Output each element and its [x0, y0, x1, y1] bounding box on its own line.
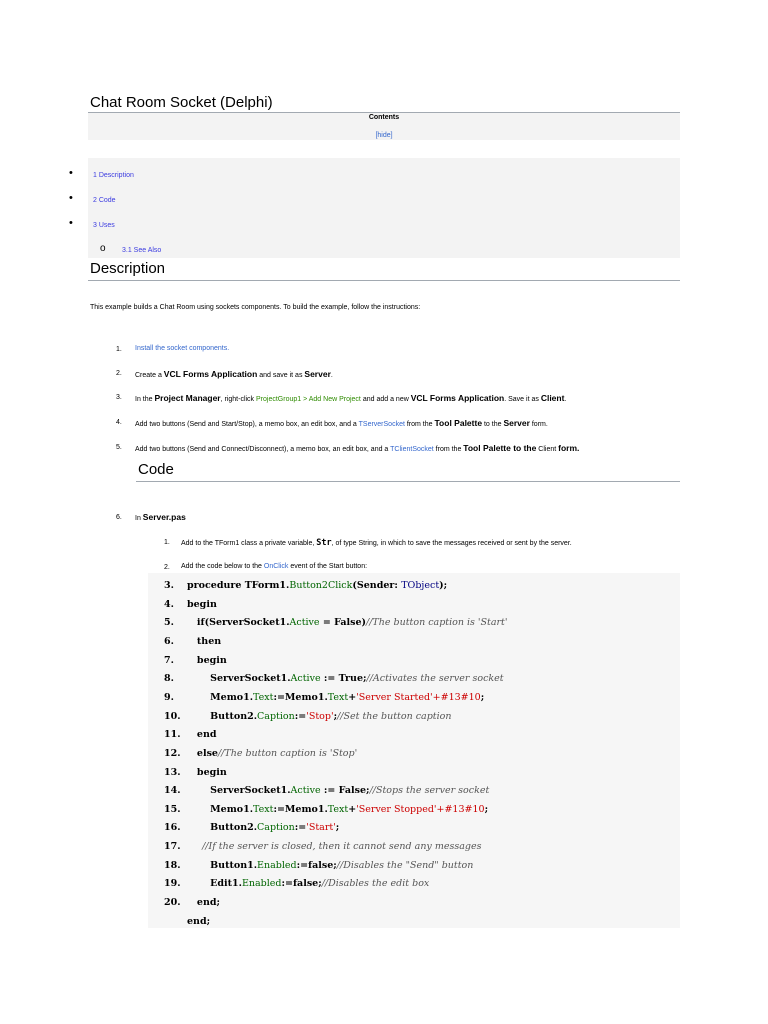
inline-text: form.: [558, 443, 580, 453]
code-token: begin: [187, 654, 227, 666]
toc-heading: Contents: [368, 114, 400, 121]
inline-text: Add two buttons (Send and Connect/Disconnect), a memo box, an edit box, and a: [135, 446, 391, 453]
inline-text: Add to the TForm1 class a private variable,: [181, 540, 317, 547]
code-line: [187, 860, 473, 871]
inline-text: Client: [540, 393, 565, 403]
code-token: //The button caption is 'Stop': [217, 747, 358, 759]
code-token: :=Memo1.: [273, 691, 328, 703]
code-line: [187, 636, 221, 647]
code-token: //Stops the server socket: [369, 785, 490, 797]
inline-text: form.: [529, 421, 548, 428]
code-token: );: [439, 580, 448, 591]
code-token: +: [348, 803, 357, 815]
code-token: Memo1.: [187, 691, 254, 703]
code-token: Text: [327, 803, 349, 815]
inline-text: .: [330, 372, 333, 379]
code-line-number: 5.: [164, 617, 174, 629]
code-line: [187, 729, 217, 740]
inline-text: , of type String, in which to save the messages received or sent by the server.: [331, 540, 572, 547]
code-token: Caption: [257, 822, 295, 834]
code-line-number: 12.: [164, 747, 181, 759]
code-line: [187, 897, 220, 908]
step-number: 1.: [116, 346, 122, 353]
substep-text: [181, 563, 367, 570]
code-line-number: 4.: [164, 598, 174, 610]
code-token: Button1.: [187, 859, 258, 871]
code-token: //Disables the edit box: [321, 878, 430, 890]
code-token: //Disables the "Send" button: [336, 859, 474, 871]
toc-item-description[interactable]: 1 Description: [93, 172, 134, 179]
code-token: TForm1.: [244, 580, 290, 591]
code-line: [187, 748, 357, 759]
code-token: Edit1.: [187, 878, 242, 890]
code-line-number: 6.: [164, 635, 174, 647]
code-line-number: 20.: [164, 897, 181, 909]
code-token: then: [187, 635, 222, 647]
code-line-number: 16.: [164, 822, 181, 834]
code-token: =: [319, 617, 335, 629]
code-heading: Code: [138, 461, 174, 478]
code-line-number: 8.: [164, 673, 174, 685]
code-line-number: 14.: [164, 785, 181, 797]
bullet-icon: •: [69, 167, 73, 179]
step-text: [135, 418, 548, 428]
code-token: Active: [290, 785, 321, 797]
code-token: //Set the button caption: [337, 710, 452, 722]
code-token: Button2Click: [289, 580, 353, 591]
description-intro: This example builds a Chat Room using sockets components. To build the example, follow the instructions:: [90, 304, 421, 311]
inline-link[interactable]: TClientSocket: [390, 446, 434, 453]
code-token: :=: [294, 710, 307, 722]
description-heading: Description: [90, 260, 166, 277]
code-token: Button2.: [187, 710, 258, 722]
code-token: ServerSocket1.: [187, 785, 291, 797]
code-token: else: [187, 747, 218, 759]
code-token: Text: [253, 803, 274, 815]
code-line: [187, 580, 447, 591]
inline-text: from the: [404, 421, 435, 428]
description-divider: [88, 280, 680, 281]
code-token: end;: [187, 915, 211, 927]
code-line: [187, 617, 508, 628]
code-token: False;: [338, 785, 370, 797]
code-line: [187, 655, 227, 666]
inline-text: Add two buttons (Send and Start/Stop), a memo box, an edit box, and a: [135, 421, 359, 428]
toc-item-see-also[interactable]: 3.1 See Also: [122, 247, 162, 254]
inline-text: Create a: [135, 372, 164, 379]
inline-text: VCL Forms Application: [163, 369, 258, 379]
code-line-number: 13.: [164, 766, 181, 778]
inline-text: and add a new: [360, 396, 411, 403]
code-token: 'Server Started'+#13#10: [356, 691, 481, 703]
inline-text: from the: [433, 446, 464, 453]
code-line: [187, 692, 484, 703]
inline-link[interactable]: Install the socket components.: [135, 345, 230, 352]
substep-number: 2.: [164, 564, 170, 571]
code-line: [187, 767, 227, 778]
code-divider: [136, 481, 680, 482]
inline-text: and save it as: [257, 372, 305, 379]
step-text: [135, 393, 566, 403]
code-token: False): [334, 617, 367, 629]
page-title: Chat Room Socket (Delphi): [90, 94, 273, 111]
code-line-number: 3.: [164, 580, 174, 591]
inline-text: , right-click: [220, 396, 257, 403]
inline-text: .: [564, 396, 567, 403]
code-line-number: 18.: [164, 859, 181, 871]
code-token: 'Start': [306, 822, 336, 834]
inline-text: . Save it as: [504, 396, 541, 403]
code-line: [187, 841, 481, 852]
code-token: //The button caption is 'Start': [366, 617, 508, 629]
code-token: +: [348, 691, 357, 703]
toc-item-code[interactable]: 2 Code: [93, 197, 116, 204]
code-token: :=: [320, 785, 339, 797]
code-token: :=false;: [281, 878, 322, 890]
code-line: [187, 711, 452, 722]
bullet-icon: •: [69, 217, 73, 229]
code-line-number: 10.: [164, 710, 181, 722]
code-token: :=Memo1.: [273, 803, 328, 815]
code-token: TObject: [401, 580, 440, 591]
inline-text: Project Manager: [154, 393, 221, 403]
inline-text: Client: [536, 446, 559, 453]
inline-text: Tool Palette to the: [463, 443, 537, 453]
step-number: 4.: [116, 419, 122, 426]
code-line-number: 15.: [164, 803, 181, 815]
inline-text: to the: [482, 421, 504, 428]
code-line: [187, 822, 339, 833]
step-number: 6.: [116, 514, 122, 521]
code-token: :=false;: [296, 859, 337, 871]
code-line: [187, 785, 489, 796]
code-token: 'Stop': [306, 710, 334, 722]
code-token: begin: [187, 766, 227, 778]
code-token: 'Server Stopped'+#13#10: [356, 803, 485, 815]
inline-text: event of the Start button:: [288, 563, 368, 570]
code-token: if(ServerSocket1.: [187, 617, 290, 629]
code-token: ;: [333, 710, 338, 722]
inline-text: In: [135, 515, 143, 522]
code-token: True;: [338, 673, 367, 685]
code-line: [187, 673, 504, 684]
step-number: 3.: [116, 394, 122, 401]
code-token: Button2.: [187, 822, 258, 834]
code-token: :=: [320, 673, 339, 685]
code-token: begin: [187, 598, 217, 610]
inline-text: Str: [316, 538, 332, 548]
code-line-number: 19.: [164, 878, 181, 890]
toc-hide-link[interactable]: [hide]: [375, 132, 393, 139]
code-token: ;: [484, 803, 489, 815]
code-token: procedure: [187, 580, 245, 591]
substep-text: [181, 538, 572, 548]
bullet-icon: •: [69, 192, 73, 204]
code-line: [187, 804, 488, 815]
code-line-number: 9.: [164, 691, 174, 703]
code-line-number: 11.: [164, 729, 181, 741]
code-token: //Activates the server socket: [366, 673, 504, 685]
step-text: [135, 369, 333, 379]
code-token: //If the server is closed, then it cannot send any messages: [187, 841, 482, 853]
code-token: (Sender:: [352, 580, 402, 591]
inline-text: ProjectGroup1 > Add New Project: [256, 396, 361, 403]
step-number: 2.: [116, 370, 122, 377]
code-token: Memo1.: [187, 803, 254, 815]
code-token: Enabled: [241, 878, 282, 890]
code-line: [187, 916, 210, 927]
code-token: ;: [480, 691, 485, 703]
inline-text: VCL Forms Application: [410, 393, 505, 403]
code-token: Enabled: [257, 859, 297, 871]
code-token: Text: [327, 691, 349, 703]
inline-link[interactable]: TServerSocket: [358, 421, 405, 428]
code-token: :=: [294, 822, 307, 834]
inline-text: Tool Palette: [434, 418, 483, 428]
code-token: ;: [335, 822, 340, 834]
code-token: end: [187, 729, 217, 741]
step-text: [135, 443, 579, 453]
substep-number: 1.: [164, 539, 170, 546]
code-token: Active: [289, 617, 320, 629]
step-text: [135, 512, 186, 522]
code-token: Active: [290, 673, 321, 685]
toc-list-box: [88, 158, 680, 258]
inline-text: Server: [503, 418, 530, 428]
code-line-number: 17.: [164, 841, 181, 853]
inline-text: Server: [304, 369, 331, 379]
inline-text: In the: [135, 396, 155, 403]
inline-text: Add the code below to the: [181, 563, 264, 570]
step-text: [135, 345, 229, 352]
code-token: Caption: [257, 710, 295, 722]
code-token: ServerSocket1.: [187, 673, 291, 685]
code-line-number: 7.: [164, 654, 174, 666]
inline-link[interactable]: OnClick: [263, 563, 289, 570]
inline-text: Server.pas: [142, 512, 186, 522]
step-number: 5.: [116, 444, 122, 451]
code-token: Text: [253, 691, 274, 703]
toc-item-uses[interactable]: 3 Uses: [93, 222, 115, 229]
code-line: [187, 878, 429, 889]
code-token: end;: [187, 897, 221, 909]
circle-bullet-icon: o: [100, 243, 106, 254]
code-line: [187, 599, 217, 610]
